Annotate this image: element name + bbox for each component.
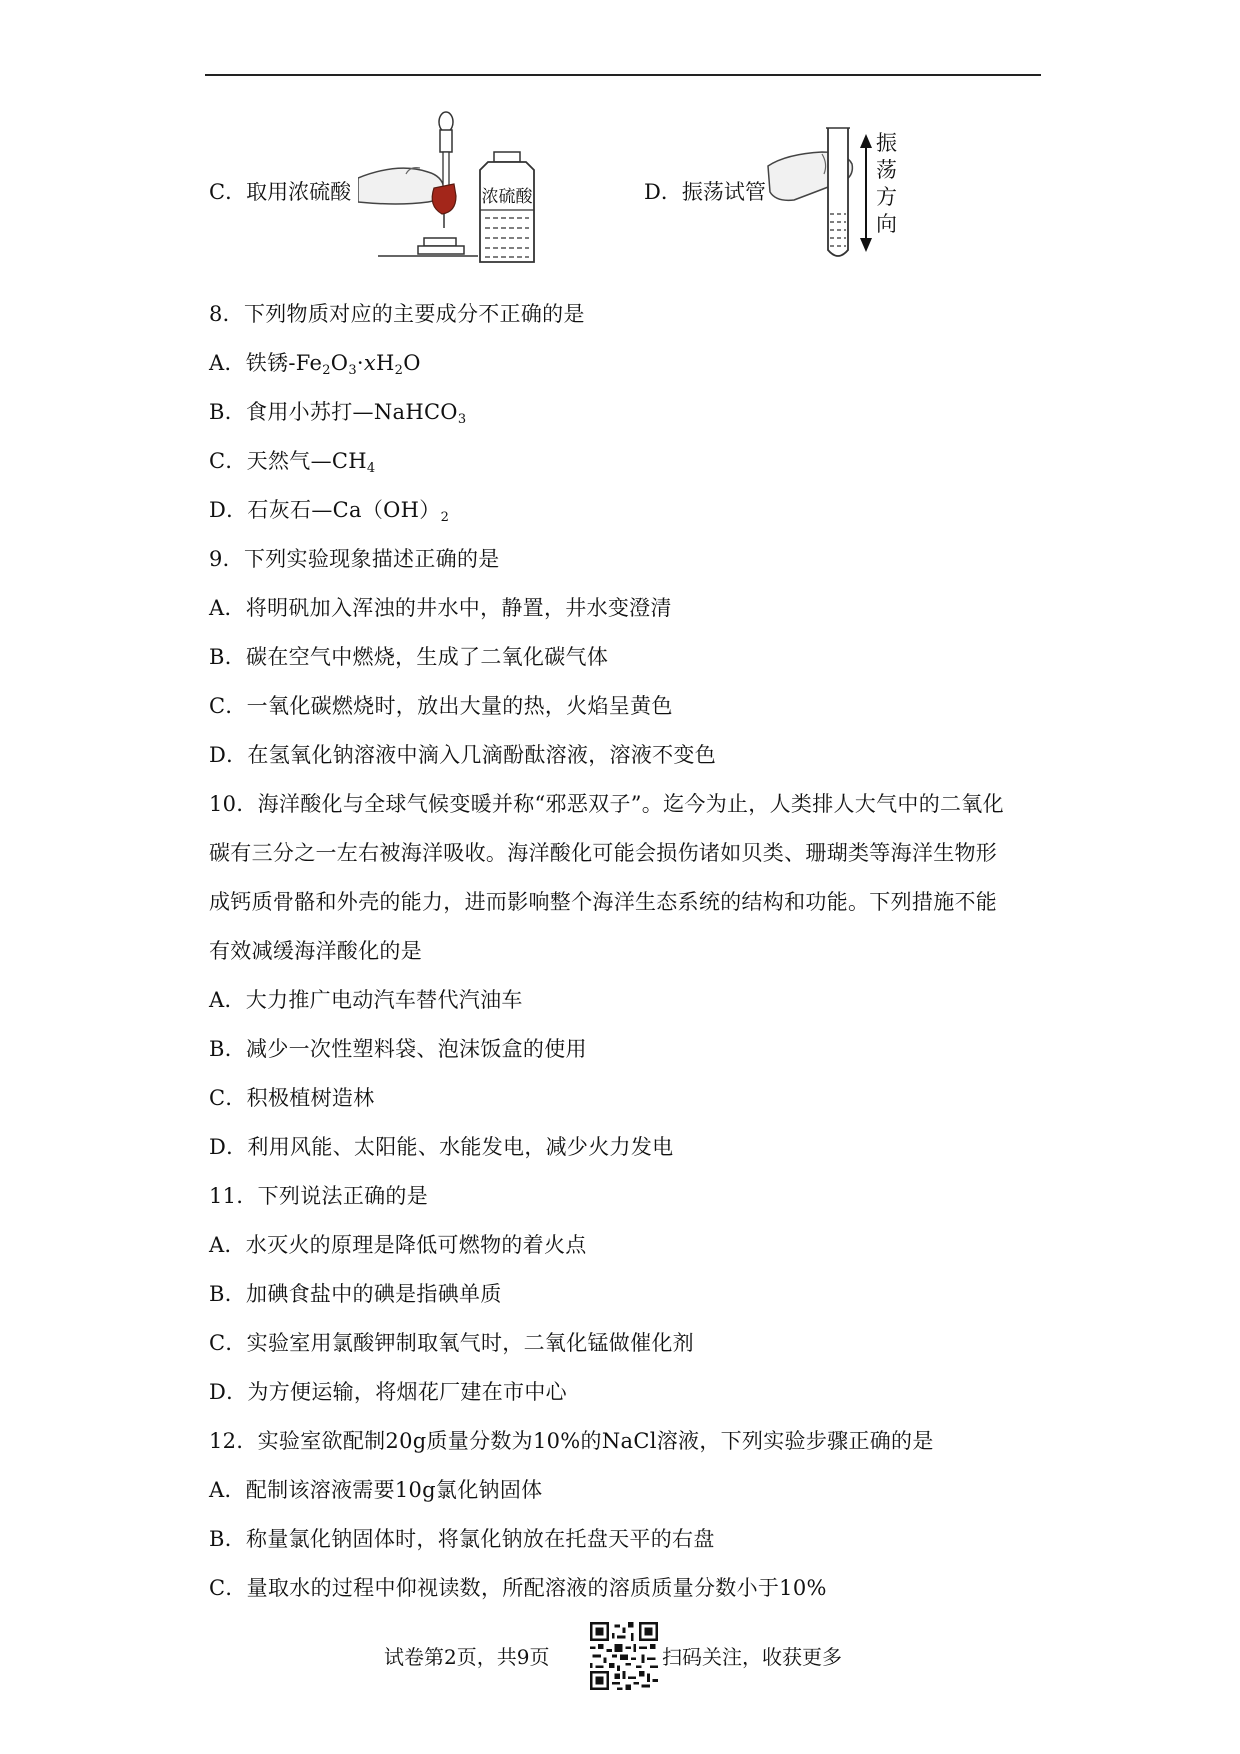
bottle-label: 浓硫酸 — [481, 187, 533, 207]
q9-option-a: A．将明矾加入浑浊的井水中，静置，井水变澄清 — [209, 596, 672, 620]
reagent-bottle — [480, 162, 534, 262]
q10-option-b: B．减少一次性塑料袋、泡沫饭盒的使用 — [209, 1037, 587, 1061]
q12-stem: 12．实验室欲配制20g质量分数为10%的NaCl溶液，下列实验步骤正确的是 — [209, 1429, 934, 1453]
q9-stem: 9．下列实验现象描述正确的是 — [209, 547, 500, 571]
q12-option-a: A．配制该溶液需要10g氯化钠固体 — [209, 1478, 543, 1502]
q12-option-b: B．称量氯化钠固体时，将氯化钠放在托盘天平的右盘 — [209, 1527, 715, 1551]
shake-direction-text: 振 荡 方 向 — [876, 131, 897, 236]
q8-option-c: C．天然气$—CH_4$ — [209, 449, 376, 476]
stopper — [424, 238, 456, 246]
q10-option-d: D．利用风能、太阳能、水能发电，减少火力发电 — [209, 1135, 674, 1159]
q11-option-a: A．水灭火的原理是降低可燃物的着火点 — [209, 1233, 587, 1257]
hand-shape — [358, 168, 444, 204]
q12-option-c: C．量取水的过程中仰视读数，所配溶液的溶质质量分数小于10% — [209, 1576, 827, 1600]
q11-stem: 11．下列说法正确的是 — [209, 1184, 429, 1208]
dropper-bulb — [439, 112, 453, 132]
q11-option-b: B．加碘食盐中的碘是指碘单质 — [209, 1282, 502, 1306]
q8-stem: 8．下列物质对应的主要成分不正确的是 — [209, 302, 585, 326]
bottle-neck — [494, 152, 520, 162]
test-tube — [828, 128, 848, 256]
q8-option-d: D．石灰石$—Ca(OH)_2$ — [209, 498, 450, 525]
figure-c-dropper-illustration — [358, 110, 548, 270]
q10-stem-line-1: 10．海洋酸化与全球气候变暖并称“邪恶双子”。迄今为止，人类排人大气中的二氧化 — [209, 792, 1004, 816]
q8-option-b: B．食用小苏打—NaHCO$_3$ — [209, 400, 467, 427]
figure-d-label: D．振荡试管 — [644, 180, 766, 204]
q10-stem-line-4: 有效减缓海洋酸化的是 — [209, 939, 422, 963]
q9-option-c: C．一氧化碳燃烧时，放出大量的热，火焰呈黄色 — [209, 694, 673, 718]
qr-cta-text: 扫码关注，收获更多 — [662, 1645, 842, 1669]
q10-option-a: A．大力推广电动汽车替代汽油车 — [209, 988, 523, 1012]
q8-option-a: A．铁锈$-Fe_2O_3\cdot xH_2O$ — [209, 351, 421, 378]
q10-option-c: C．积极植树造林 — [209, 1086, 375, 1110]
figure-c-label: C．取用浓硫酸 — [209, 180, 352, 204]
q9-option-d: D．在氢氧化钠溶液中滴入几滴酚酞溶液，溶液不变色 — [209, 743, 717, 767]
q11-option-d: D．为方便运输，将烟花厂建在市中心 — [209, 1380, 567, 1404]
header-rule — [205, 74, 1041, 76]
page-info: 试卷第2页，共9页 — [384, 1645, 550, 1669]
q9-option-b: B．碳在空气中燃烧，生成了二氧化碳气体 — [209, 645, 609, 669]
q11-option-c: C．实验室用氯酸钾制取氧气时，二氧化锰做催化剂 — [209, 1331, 694, 1355]
qr-code-icon[interactable] — [590, 1622, 658, 1690]
q10-stem-line-2: 碳有三分之一左右被海洋吸收。海洋酸化可能会损伤诸如贝类、珊瑚类等海洋生物形 — [209, 841, 998, 865]
q10-stem-line-3: 成钙质骨骼和外壳的能力，进而影响整个海洋生态系统的结构和功能。下列措施不能 — [209, 890, 998, 914]
acid-in-dropper — [432, 184, 456, 214]
